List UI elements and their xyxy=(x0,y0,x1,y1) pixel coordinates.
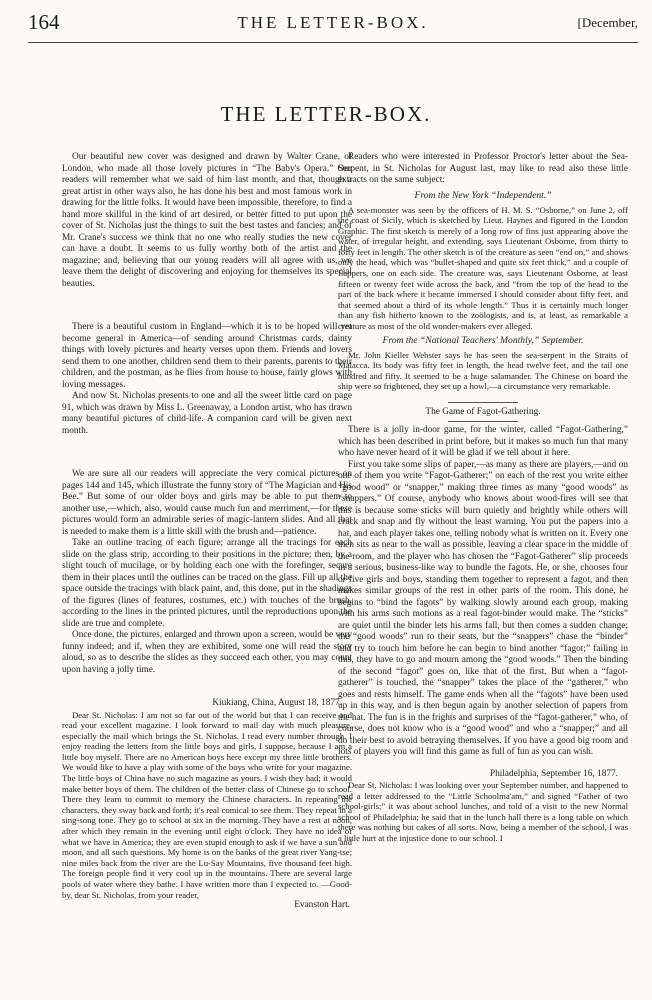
card-paragraph: And now St. Nicholas presents to one and all the sweet little card on page 91, which was drawn by Miss L. Greenaway, a London artist, who has drawn many beautiful pictures of child-life. A companion card will be given next month. xyxy=(62,391,352,436)
left-column xyxy=(62,152,352,912)
fagot-game-intro: There is a jolly in-door game, for the winter, called “Fagot-Gathering,” which has been described in print before, but it makes so much fun that many who have never heard of it will be glad if we tell about it here. xyxy=(338,425,628,458)
magic-lantern-paragraph: We are sure all our readers will appreciate the very comical pictures on pages 144 and 145, which illustrate the funny story of “The Magician and His Bee.” But some of our older boys and girls may be able to put them to another use,—which, also, would cause much fun and merriment,—for these pictures would form an admirable series of magic-lantern slides. And all that is needed to make them is a little skill with the brush and—patience. xyxy=(62,469,352,537)
page-title: THE LETTER-BOX. xyxy=(220,102,432,126)
independent-heading: From the New York “Independent.” xyxy=(414,189,552,201)
christmas-cards-paragraph: There is a beautiful custom in England—which it is to be hoped will yet become general in America—of sending around Christmas cards, dainty things with lovely pictures and hearty verses upon them. Friends and lovers send them to one another, children send them to their parents, parents to their children, and the postman, as he flies from house to house, fairly glows with loving messages. xyxy=(62,322,352,390)
letter-dateline: Kiukiang, China, August 18, 1877. xyxy=(212,698,342,708)
letter-signature: Evanston Hart. xyxy=(294,900,350,911)
independent-extract: A sea-monster was seen by the officers of H. M. S. “Osborne,” on June 2, off the coast of Sicily, which is sketched by Lieut. Haynes and figured in the London Graphic. The first sketch is merely of a long row of fins just appearing above the water, of irregular height, and extending, says Lieutenant Osborne, from thirty to forty feet in length. The other sketch is of the creature as seen “end on,” and shows only the head, which was “bullet-shaped and quite six feet thick,” and a couple of flappers, one on each side. The creature was, says Lieutenant Osborne, at least fifteen or twenty feet wide across the back, and “from the top of the head to the part of the back where it became immersed I should consider about fifty feet, and that seemed about a third of its whole length.” Thus it is certainly much longer than any fish hitherto known to the zoölogists, and is, at least, as remarkable a creature as most of the old wonder-makers ever alleged. xyxy=(338,204,628,332)
letter2-dateline: Philadelphia, September 16, 1877. xyxy=(489,768,618,779)
letter2-body: Dear St. Nicholas: I was looking over your September number, and happened to read a letter addressed to the “Little Schoolma'am,” and signed “Father of two school-girls;” it was about school lunches, and told of a visit to the new Normal school of Philadelphia; he said that in the lunch hall there is a long table on which there was nothing but cakes of all sorts. Now, being a member of the school, I was a little hurt at the injustice done to our school. I xyxy=(338,780,628,843)
cover-paragraph: Our beautiful new cover was designed and drawn by Walter Crane, of London, who made all those lovely pictures in “The Baby's Opera.” Our readers will remember what we said of him last month, and that, though a great artist in other ways also, he has done his best and most famous work in drawing for the little folks. It would have been impossible, therefore, to find a hand more skillful in the kind of art desired, or better fitted to put upon the cover of St. Nicholas just the things to suit the best tastes and fancies; and of Mr. Crane's success we think that no one who really studies the new cover can have a doubt. It seems to us fully worthy both of the artist and the magazine; and, believing that our young readers will all agree with us, we leave them the delight of discovering and enjoying for themselves its special beauties. xyxy=(62,152,352,289)
running-month: [December, xyxy=(577,15,638,30)
letter-body: Dear St. Nicholas: I am not so far out of the world but that I can receive and read your excellent magazine. I look forward to mail day with much pleasure, especially the mail which brings the St. Nicholas. I read every number through. I enjoy reading the letters from the little boys and girls, I suppose, because I am a little boy myself. There are no American boys here except my three little brothers. We would like to have a play with some of the boys who write for your magazine. The little boys of China have no such magazine as yours. I wish they had; it would make better boys of them. The children of the better class of Chinese go to school. There they learn to commit to memory the Chinese characters. In repeating the characters, they sway back and forth; it's real comical to see them. They repeat in a sing-song tone. They go to school at six in the morning. They have a rest at noon, after which they remain in the evening until eight o'clock. They have no idea of what we have in America; they are even stupid enough to ask if we have a sun and moon, and all such questions. My home is on the banks of the great river Yang-tse; nine miles back from the river are the Lu-Say Mountains, five thousand feet high. The foreign people find it very cool up in the mountains. There are several large pools of water where they bathe. I have written more than I expected to. —Good-by, dear St. Nicholas, from your reader, xyxy=(62,709,352,900)
teachers-monthly-extract: Mr. John Kieller Webster says he has seen the sea-serpent in the Straits of Malacca. Its body was fifty feet in length, the head twelve feet, and the tail one hundred and fifty. It seemed to be a huge salamander. The Chinese on board the ship were so frightened, they set up a howl,—a circumstance very remarkable. xyxy=(338,349,628,392)
running-title: THE LETTER-BOX. xyxy=(237,13,429,32)
teachers-monthly-heading: From the “National Teachers' Monthly,” September. xyxy=(382,334,584,346)
section-divider xyxy=(448,402,518,403)
screen-paragraph: Once done, the pictures, enlarged and thrown upon a screen, would be very funny indeed; and if, when they are exhibited, some one will read the story aloud, so as to describe the slides as they succeed each other, you may count upon having a jolly time. xyxy=(62,630,352,675)
right-column xyxy=(338,152,628,844)
header-rule xyxy=(28,42,638,43)
running-header xyxy=(28,10,638,38)
sea-serpent-intro: Readers who were interested in Professor Proctor's letter about the Sea-Serpent, in St. Nicholas for August last, may like to read also these little extracts on the same subject: xyxy=(338,152,628,185)
tracing-paragraph: Take an outline tracing of each figure; arrange all the tracings for each slide on the glass strip, according to their positions in the picture; then, by a slight touch of mucilage, or by holding each one with the forefinger, secure them in their places until the outlines can be traced on the glass. Fill up all the space outside the tracings with black paint, and, this done, put in the shadings of the figures (lines of features, costumes, etc.) with touches of the brush, according to the lines in the printed pictures, until the reproductions upon the slide are true and complete. xyxy=(62,538,352,629)
fagot-game-rules: First you take some slips of paper,—as many as there are players,—and on one of them you write “Fagot-Gatherer;” on each of the rest you write either “good wood” or “snapper,” making three times as many “good woods” as “snappers.” Of course, anybody who knows about wood-fires will see that this is because some sticks will burn quietly and brightly while others will crack and snap and fly without the least warning. You put the papers into a hat, and each player takes one, telling nobody what is written on it. Every one then sits as near to the wall as possible, leaving a clear space in the middle of the room, and the player who has chosen the “Fagot-Gatherer” slip proceeds in a serious, business-like way to bundle the fagots. He, or she, chooses four or five girls and boys, standing them together to represent a fagot, and then makes similar groups of the rest in other parts of the room. This done, he begins to “bind the fagots” by walking slowly around each group, making with his arms such motions as a real fagot-binder would make. The “sticks” are quiet until the binder lets his arms fall, but then comes a sudden change; the “good woods” run to their seats, but the “snappers” chase the “binder” and try to touch him before he can begin to bind another “fagot;” failing in this, they have to go and mourn among the “good woods.” Then the binding of the second “fagot” goes on, like that of the first. But when a “fagot-gatherer” is touched, the “snapper” takes the place of the “gatherer,” who goes and rests himself. The game ends when all the “fagots” have been used up in this way, and is then begun again by another selection of papers from the hat. The fun is in the frights and surprises of the “fagot-gatherer,” who, of course, does not know who is a “good wood” and who a “snapper;” and all do their best to avoid betraying themselves. If you have a good big room and lots of players you will find this game as full of fun as you can wish. xyxy=(338,459,628,757)
fagot-game-heading: The Game of Fagot-Gathering. xyxy=(425,407,541,417)
page-number: 164 xyxy=(28,10,60,34)
